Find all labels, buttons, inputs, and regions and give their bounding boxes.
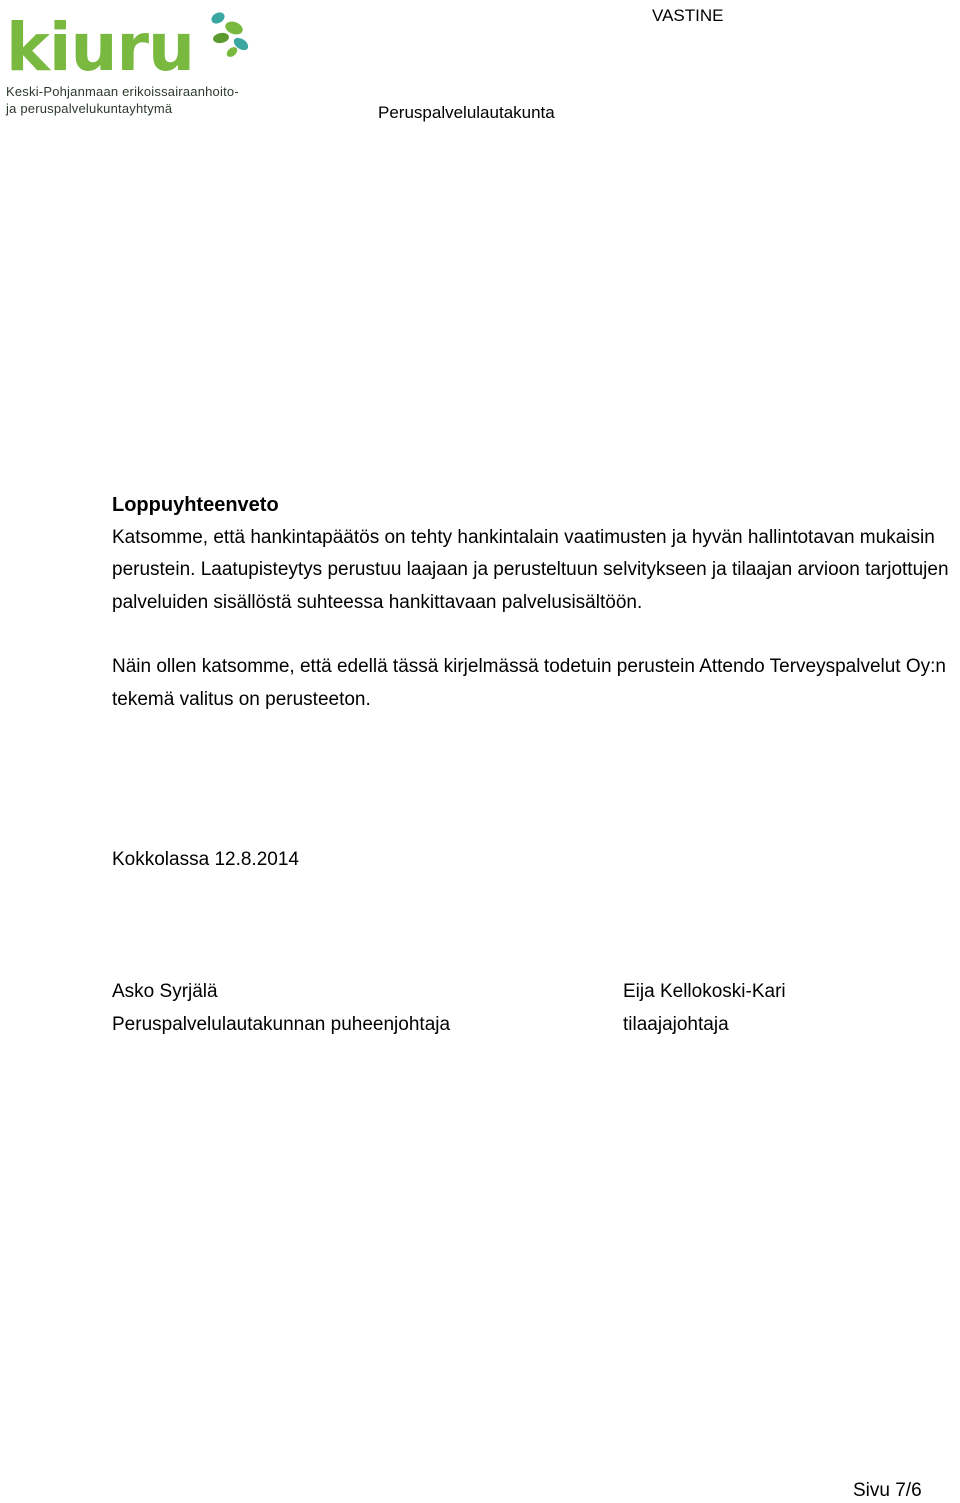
signer-name: Asko Syrjälä — [112, 981, 218, 1002]
signer-name: Eija Kellokoski-Kari — [623, 981, 786, 1002]
paragraph-summary: Katsomme, että hankintapäätös on tehty hankintalain vaatimusten ja hyvän hallintotavan mukaisin perustein. Laatupisteytys perustuu laajaan ja perusteltuun selvitykseen ja tilaajan arvioon tarjottujen palveluiden sisällöstä suhteessa hankittavaan palvelusisältöön. — [112, 526, 949, 613]
kiuru-logo-graphic — [6, 4, 256, 82]
paragraph-conclusion: Näin ollen katsomme, että edellä tässä kirjelmässä todetuin perustein Attendo Terveyspalvelut Oy:n tekemä valitus on perusteeton. — [112, 656, 946, 710]
organization-logo — [6, 4, 266, 122]
logo-wordmark: kiuru — [6, 9, 195, 82]
signer-title: tilaajajohtaja — [623, 1014, 729, 1035]
logo-subtitle-line2: ja peruspalvelukuntayhtymä — [6, 101, 173, 116]
section-heading: Loppuyhteenveto — [112, 494, 279, 516]
document-body — [112, 489, 957, 716]
page-number: Sivu 7/6 — [853, 1480, 922, 1501]
logo-subtitle-line1: Keski-Pohjanmaan erikoissairaanhoito- — [6, 84, 239, 99]
signer-title: Peruspalvelulautakunnan puheenjohtaja — [112, 1014, 451, 1035]
committee-name: Peruspalvelulautakunta — [378, 103, 555, 122]
document-type: VASTINE — [652, 6, 724, 25]
signature-block-right — [623, 975, 786, 1041]
signature-block-left — [112, 975, 450, 1041]
date-line: Kokkolassa 12.8.2014 — [112, 849, 299, 870]
leaf-emblem-icon — [209, 10, 250, 59]
